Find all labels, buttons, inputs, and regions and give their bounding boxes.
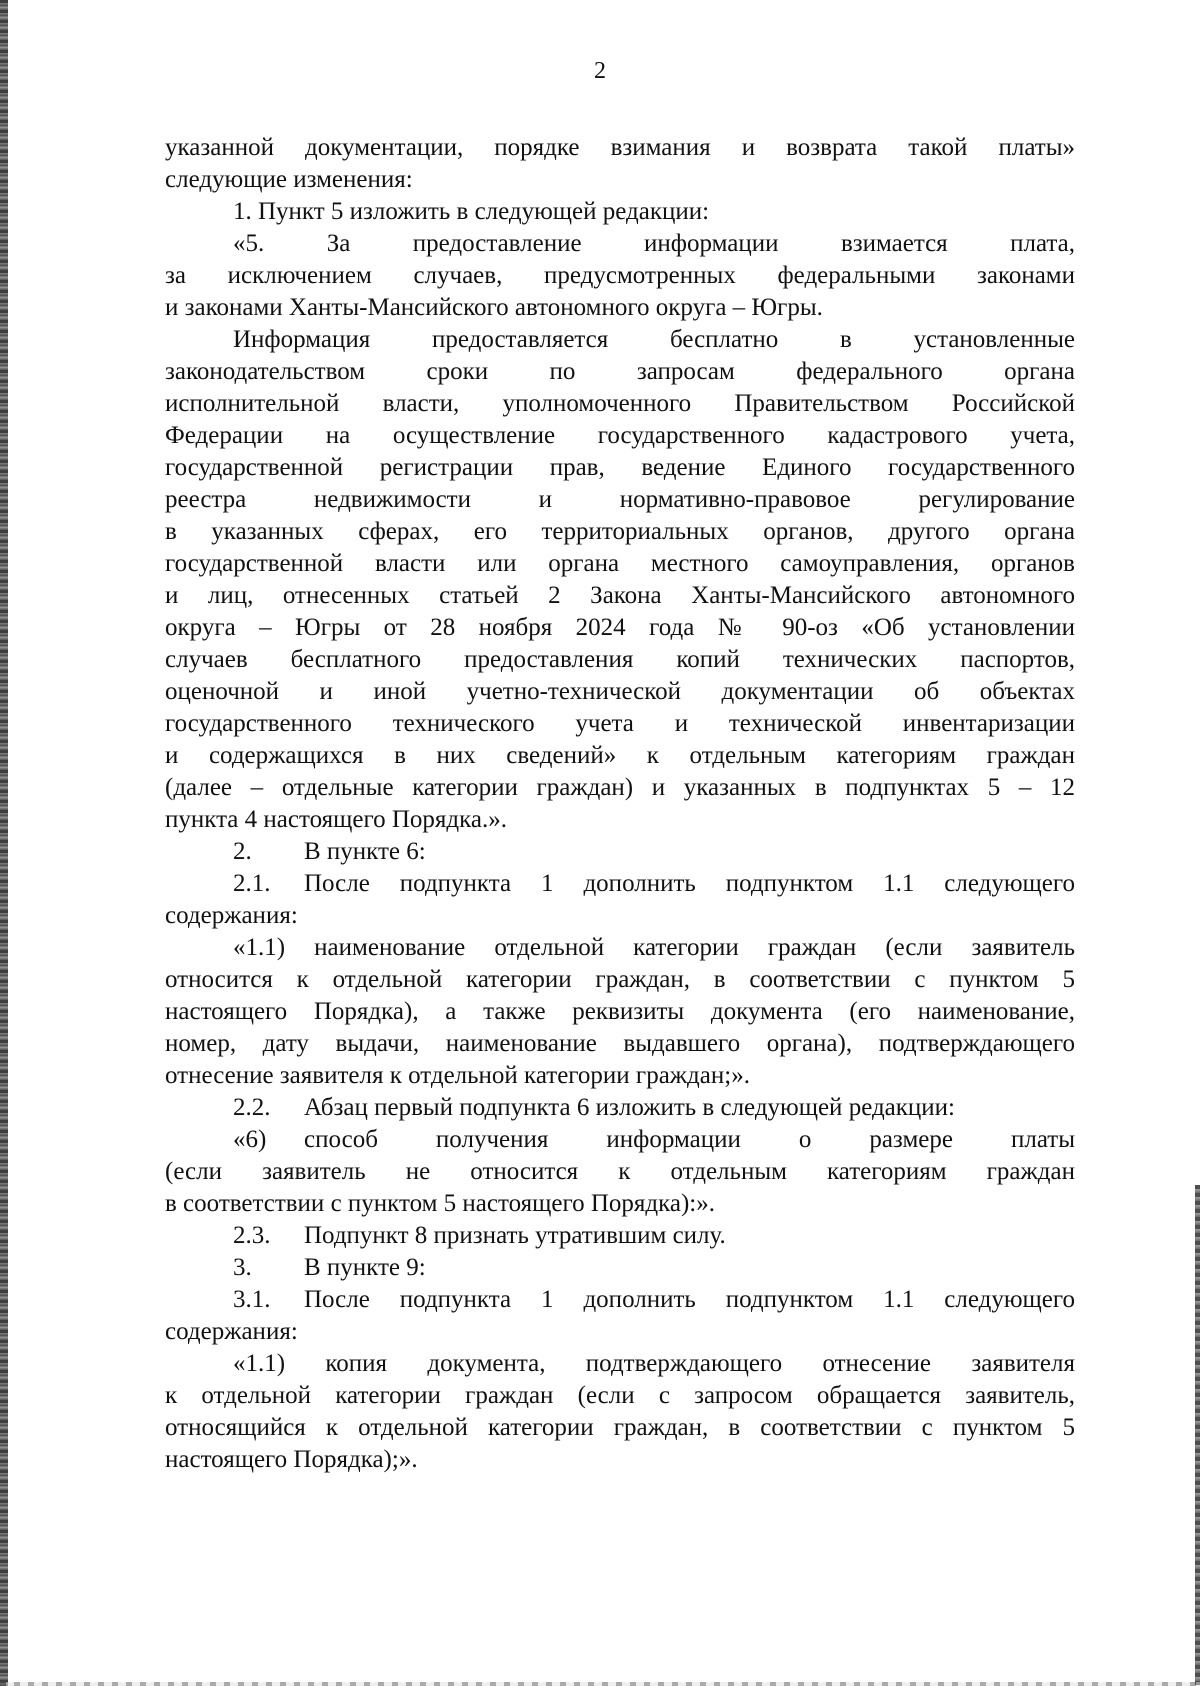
item-number: «6) bbox=[233, 1126, 267, 1153]
item-number: 2. bbox=[233, 838, 252, 865]
text-line: реестра недвижимости и нормативно-правовое регулирование bbox=[165, 486, 1075, 513]
text-line: исполнительной власти, уполномоченного Правительством Российской bbox=[165, 390, 1075, 417]
text-line: округа – Югры от 28 ноября 2024 года № 90-оз «Об установлении bbox=[165, 614, 1075, 641]
text-line bbox=[165, 1124, 1075, 1156]
item-text: В пункте 6: bbox=[304, 838, 426, 865]
text-line bbox=[165, 1092, 1075, 1124]
item-text: Подпункт 8 признать утратившим силу. bbox=[304, 1222, 726, 1249]
text-line: случаев бесплатного предоставления копий технических паспортов, bbox=[165, 646, 1075, 673]
text-line: и законами Ханты-Мансийского автономного округа – Югры. bbox=[165, 294, 823, 321]
text-line: содержания: bbox=[165, 902, 298, 929]
text-line: пункта 4 настоящего Порядка.». bbox=[165, 806, 507, 833]
text-line: за исключением случаев, предусмотренных федеральными законами bbox=[165, 262, 1075, 289]
scan-artifact-bottom bbox=[0, 1682, 1200, 1686]
text-line: настоящего Порядка);». bbox=[165, 1446, 418, 1473]
item-number: 2.3. bbox=[233, 1222, 271, 1249]
text-line: следующие изменения: bbox=[165, 166, 413, 193]
text-line: и лиц, отнесенных статьей 2 Закона Ханты-Мансийского автономного bbox=[165, 582, 1075, 609]
text-line: относящийся к отдельной категории граждан, в соответствии с пунктом 5 bbox=[165, 1414, 1075, 1441]
item-text: После подпункта 1 дополнить подпунктом 1.1 следующего bbox=[304, 1286, 1075, 1313]
item-text: Абзац первый подпункта 6 изложить в следующей редакции: bbox=[304, 1094, 956, 1121]
item-number: 3.1. bbox=[233, 1286, 271, 1313]
text-line bbox=[165, 836, 1075, 868]
text-line: в соответствии с пунктом 5 настоящего Порядка):». bbox=[165, 1190, 715, 1217]
text-line: оценочной и иной учетно-технической документации об объектах bbox=[165, 678, 1075, 705]
text-line: (если заявитель не относится к отдельным категориям граждан bbox=[165, 1158, 1075, 1185]
text-line: отнесение заявителя к отдельной категории граждан;». bbox=[165, 1062, 750, 1089]
text-line: Информация предоставляется бесплатно в установленные bbox=[233, 326, 1075, 353]
text-line: «1.1) наименование отдельной категории граждан (если заявитель bbox=[233, 934, 1075, 961]
item-number: 2.2. bbox=[233, 1094, 271, 1121]
text-line: законодательством сроки по запросам федерального органа bbox=[165, 358, 1075, 385]
item-text: В пункте 9: bbox=[304, 1254, 426, 1281]
text-line: (далее – отдельные категории граждан) и указанных в подпунктах 5 – 12 bbox=[165, 774, 1075, 801]
document-body bbox=[165, 132, 1075, 1476]
text-line: к отдельной категории граждан (если с запросом обращается заявитель, bbox=[165, 1382, 1075, 1409]
text-line: 1. Пункт 5 изложить в следующей редакции: bbox=[233, 198, 710, 225]
text-line: и содержащихся в них сведений» к отдельным категориям граждан bbox=[165, 742, 1075, 769]
text-line: государственной регистрации прав, ведение Единого государственного bbox=[165, 454, 1075, 481]
text-line bbox=[165, 1220, 1075, 1252]
page-number: 2 bbox=[594, 58, 606, 84]
item-number: 3. bbox=[233, 1254, 252, 1281]
text-line bbox=[165, 1284, 1075, 1316]
text-line: в указанных сферах, его территориальных органов, другого органа bbox=[165, 518, 1075, 545]
item-text: способ получения информации о размере платы bbox=[304, 1126, 1075, 1153]
text-line: относится к отдельной категории граждан, в соответствии с пунктом 5 bbox=[165, 966, 1075, 993]
text-line: государственной власти или органа местного самоуправления, органов bbox=[165, 550, 1075, 577]
item-text: После подпункта 1 дополнить подпунктом 1.1 следующего bbox=[304, 870, 1075, 897]
text-line: Федерации на осуществление государственного кадастрового учета, bbox=[165, 422, 1075, 449]
text-line: настоящего Порядка), а также реквизиты документа (его наименование, bbox=[165, 998, 1075, 1025]
text-line: государственного технического учета и технической инвентаризации bbox=[165, 710, 1075, 737]
text-line: номер, дату выдачи, наименование выдавшего органа), подтверждающего bbox=[165, 1030, 1075, 1057]
scan-artifact-left bbox=[0, 0, 8, 1686]
text-line: указанной документации, порядке взимания и возврата такой платы» bbox=[165, 134, 1075, 161]
text-line: «1.1) копия документа, подтверждающего отнесение заявителя bbox=[233, 1350, 1075, 1377]
text-line: содержания: bbox=[165, 1318, 298, 1345]
scan-artifact-right bbox=[1195, 1185, 1200, 1685]
text-line bbox=[165, 1252, 1075, 1284]
text-line bbox=[165, 868, 1075, 900]
item-number: 2.1. bbox=[233, 870, 271, 897]
text-line: «5. За предоставление информации взимается плата, bbox=[233, 230, 1075, 257]
